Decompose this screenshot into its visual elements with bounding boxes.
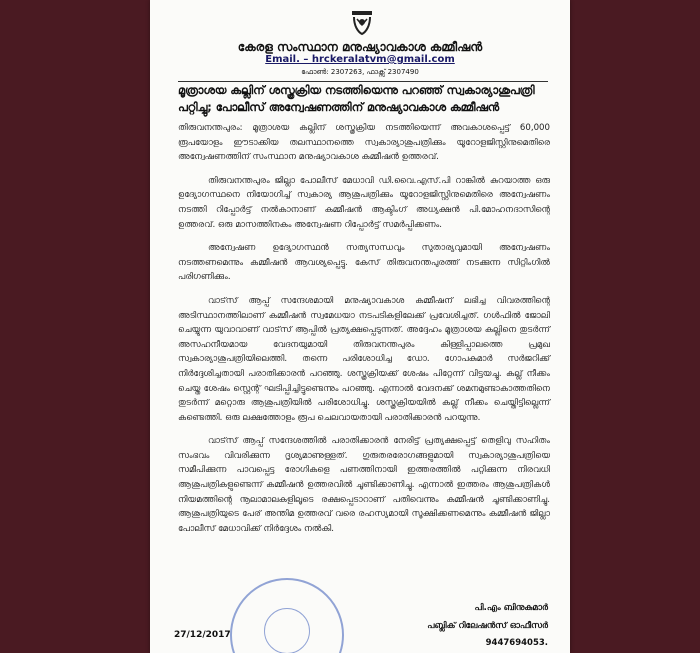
organization-name: കേരള സംസ്ഥാന മനുഷ്യാവകാശ കമ്മീഷന്‍ <box>237 40 483 54</box>
seal-inner-ring <box>264 608 310 653</box>
paragraph: അന്വേഷണ ഉദ്യോഗസ്ഥന്‍ സത്യസന്ധവും സുതാര്യവുമായി അന്വേഷണം നടത്തണമെന്നും കമ്മീഷന്‍ ആവശ്യപ്പെട്ടു. കേസ് തിരുവനന്തപുരത്ത് നടക്കുന്ന സിറ്റിംഗില്‍ പരിഗണിക്കും. <box>178 243 550 283</box>
phone-fax: ഫോണ്‍: 2307263, ഫാക്സ് 2307490 <box>301 68 419 76</box>
signatory-designation: പബ്ലിക് റിലേഷന്‍സ് ഓഫീസര്‍ <box>427 621 548 631</box>
email-link[interactable]: Email. – hrckeralatvm@gmail.com <box>265 54 455 65</box>
signatory-name: പി.എം ബിനുകുമാര്‍ <box>474 603 548 613</box>
paragraph: വാട്‌സ് ആപ്പ് സന്ദേശത്തില്‍ പരാതിക്കാരന്‍ നേരിട്ട് പ്രത്യക്ഷപ്പെട്ട് തെളിവു സഹിതം സംഭവം വിവരിക്കുന്ന ദൃശ്യമാണുള്ളത്. ഗുരുതരരോഗങ്ങളുമായി സ്വകാര്യാശുപത്രിയെ സമീപിക്കുന്ന പാവപ്പെട്ട രോഗികളെ പണത്തിനായി ഇത്തരത്തില്‍ പറ്റിക്കുന്ന നിരവധി ആശുപത്രികളുണ്ടെന്ന് കമ്മീഷന്‍ ഉത്തരവില്‍ ചൂണ്ടിക്കാണിച്ചു. എന്നാല്‍ ഇത്തരം ആശുപത്രികള്‍ നിയമത്തിന്റെ നൂലാമാലകളിലൂടെ രക്ഷപ്പെടാറാണ് പതിവെന്നും കമ്മീഷന്‍ ചൂണ്ടിക്കാണിച്ചു. ആശുപത്രിയുടെ പേര് അന്തിമ ഉത്തരവ് വരെ രഹസ്യമായി സൂക്ഷിക്കണമെന്നും കമ്മീഷന്‍ ജില്ലാ പോലീസ് മേധാവിക്ക് നിര്‍ദ്ദേശം നല്‍കി. <box>178 436 550 534</box>
official-seal <box>230 578 344 653</box>
signatory-phone: 9447694053. <box>485 638 548 648</box>
paragraph: തിരുവനന്തപുരം: മൂത്രാശയ കല്ലിന് ശസ്ത്രക്രിയ നടത്തിയെന്ന് അവകാശപ്പെട്ട് 60,000 രൂപയോളം ഈടാക്കിയ തലസ്ഥാനത്തെ സ്വകാര്യാശുപത്രിക്കും യൂറോളജിസ്റ്റിനുമെതിരെ അന്വേഷണത്തിന് സംസ്ഥാന മനുഷ്യാവകാശ കമ്മീഷന്‍ ഉത്തരവ്. <box>178 123 550 163</box>
press-release-page <box>150 0 570 653</box>
paragraph: തിരുവനന്തപുരം ജില്ലാ പോലീസ് മേധാവി ഡി.വൈ.എസ്.പി റാങ്കില്‍ കുറയാത്ത ഒരു ഉദ്യോഗസ്ഥനെ നിയോഗിച്ച് സ്വകാര്യ ആശുപത്രിക്കും യൂറോളജിസ്റ്റിനുമെതിരെ അന്വേഷണം നടത്തി റിപ്പോര്‍ട്ട് നല്‍കാനാണ് കമ്മീഷന്‍ ആക്ടിംഗ് അധ്യക്ഷന്‍ പി.മോഹനദാസിന്റെ ഉത്തരവ്. ഒരു മാസത്തിനകം അന്വേഷണ റിപ്പോര്‍ട്ട് സമര്‍പ്പിക്കണം. <box>178 175 550 230</box>
article-body <box>178 121 550 545</box>
commission-emblem-icon <box>350 10 374 36</box>
paragraph: വാട്‌സ് ആപ്പ് സന്ദേശമായി മനുഷ്യാവകാശ കമ്മീഷന് ലഭിച്ച വിവരത്തിന്റെ അടിസ്ഥാനത്തിലാണ് കമ്മീഷന്‍ സ്വമേധയാ നടപടികളിലേക്ക് പ്രവേശിച്ചത്. ഗള്‍ഫില്‍ ജോലി ചെയ്യുന്ന യുവാവാണ് വാട്‌സ് ആപ്പില്‍ പ്രത്യക്ഷപ്പെടുന്നത്. അദ്ദേഹം മൂത്രാശയ കല്ലിനെ തുടര്‍ന്ന് അസഹനീയമായ വേദനയുമായി തിരുവനന്തപുരം കിള്ളിപ്പാലത്തെ പ്രമുഖ സ്വകാര്യാശുപത്രിയിലെത്തി. തന്നെ പരിശോധിച്ച ഡോ. ഗോപകുമാര്‍ സര്‍ജറിക്ക് നിര്‍ദ്ദേശിച്ചതായി പരാതിക്കാരന്‍ പറഞ്ഞു. ശസ്ത്രക്രിയക്ക് ശേഷം പിറ്റേന്ന് വിട്ടയച്ചു. കല്ല് നീക്കം ചെയ്ത ശേഷം സ്റ്റെന്റ് ഘടിപ്പിച്ചിട്ടുണ്ടെന്നും പറഞ്ഞു. എന്നാല്‍ വേദനക്ക് ശമനമുണ്ടാകാത്തതിനെ തുടര്‍ന്ന് മറ്റൊരു ആശുപത്രിയില്‍ പരിശോധിച്ചു. ശസ്ത്രക്രിയയില്‍ കല്ല് നീക്കം ചെയ്തിട്ടില്ലെന്ന് കണ്ടെത്തി. ഒരു ലക്ഷത്തോളം രൂപ ചെലവായതായി പരാതിക്കാരന്‍ പറയുന്നു. <box>178 295 550 423</box>
release-date: 27/12/2017 <box>174 630 231 640</box>
headline: മൂത്രാശയ കല്ലിന് ശസ്ത്രക്രിയ നടത്തിയെന്നു പറഞ്ഞ് സ്വകാര്യാശുപത്രി പറ്റിച്ചു; പോലീസ് അന്വേഷണത്തിന് മനുഷ്യാവകാശ കമ്മീഷന്‍ <box>178 81 548 116</box>
